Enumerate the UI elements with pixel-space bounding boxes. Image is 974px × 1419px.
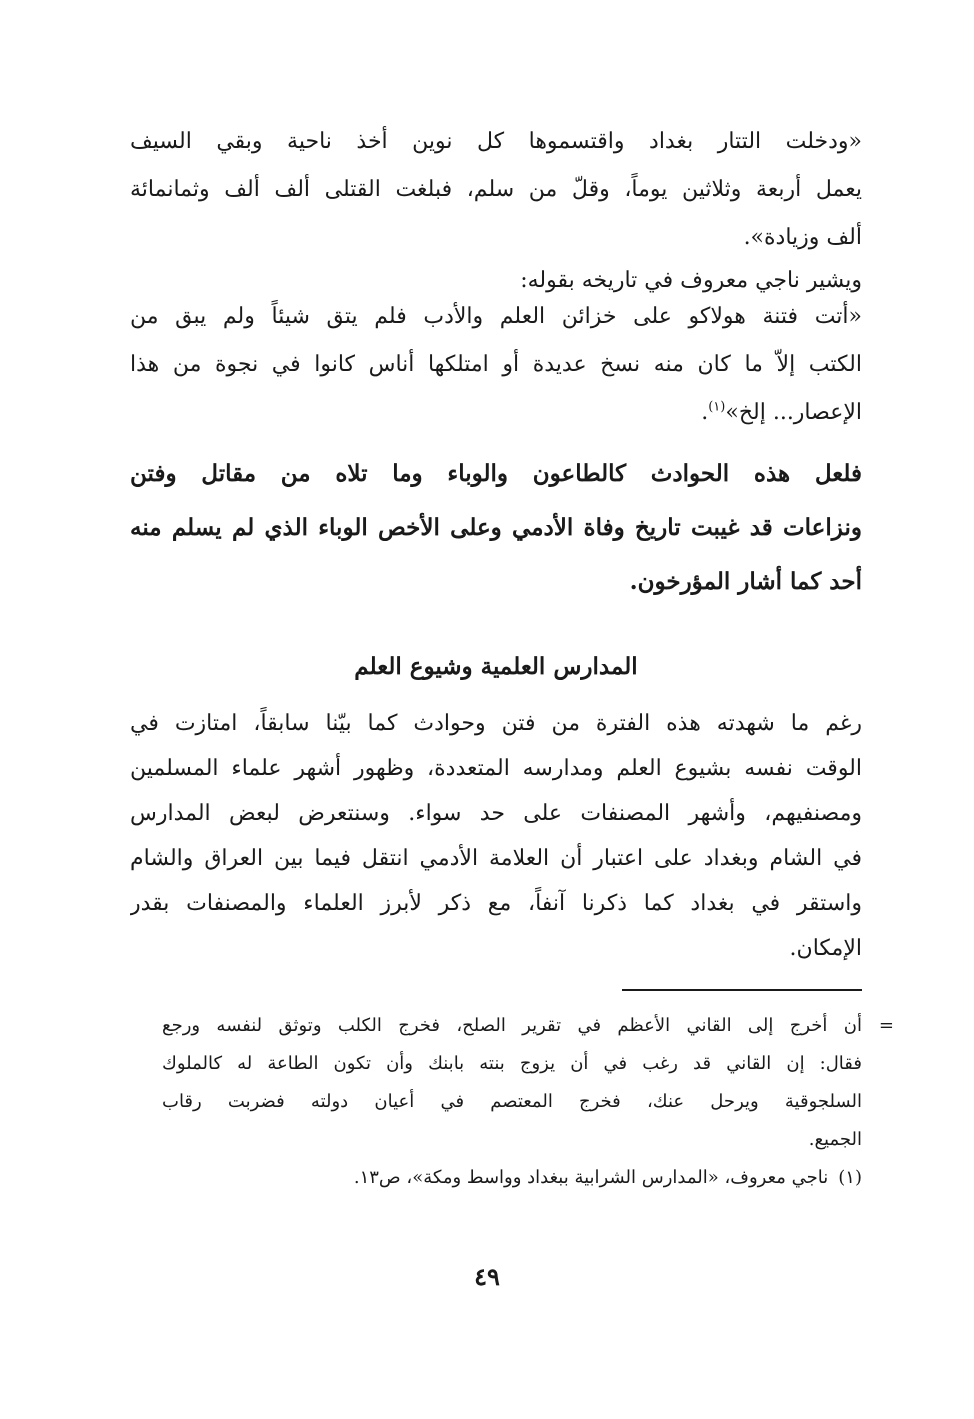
quote2-line-3-end: . <box>701 400 709 425</box>
bold-paragraph <box>130 447 862 609</box>
footnote-reference-1: (١) <box>708 399 726 415</box>
bold-line-2: ونزاعات قد غيبت تاريخ وفاة الأدمي وعلى الأخص الوباء الذي لم يسلم منه <box>130 514 862 541</box>
body-line-6: الإمكان. <box>789 936 862 961</box>
footnote-continuation-marker: = <box>878 1015 894 1036</box>
quote2-line-3 <box>130 389 862 437</box>
bold-line-3: أحد كما أشار المؤرخون. <box>629 568 862 595</box>
footnote-cont-line-4: الجميع. <box>808 1129 862 1150</box>
footnote-1 <box>162 1159 862 1197</box>
body-line-1: رغم ما شهدته هذه الفترة من فتن وحوادث كما بيّنا سابقاً، امتازت في <box>130 711 862 736</box>
quote1-line-2: يعمل أربعة وثلاثين يوماً، وقلّ من سلم، فبلغت القتلى ألف ألف وثمانمائة <box>130 177 862 202</box>
quote1-line-3: ألف وزيادة». <box>743 225 862 250</box>
body-line-3: ومصنفيهم، وأشهر المصنفات على حد سواء. وسنتعرض لبعض المدارس <box>130 801 862 826</box>
bold-line-1: فلعل هذه الحوادث كالطاعون والوباء وما تلاه من مقاتل وفتن <box>130 460 862 487</box>
footnote-cont-line-2: فقال: إن القاني قد رغب في أن يزوج بنته بابنك وأن تكون الطاعة له كالملوك <box>162 1053 862 1074</box>
section-heading: المدارس العلمية وشيوع العلم <box>354 653 638 680</box>
footnote-1-text: ناجي معروف، «المدارس الشرابية ببغداد وواسط ومكة»، ص١٣. <box>353 1167 829 1188</box>
intro-line: ويشير ناجي معروف في تاريخه بقوله: <box>520 268 862 293</box>
footnote-separator <box>622 989 862 991</box>
quote2-line-1: «أتت فتنة هولاكو على خزائن العلم والأدب فلم يتق شيئاً ولم يبق من <box>130 304 862 329</box>
quote2-line-3-text: الإعصار... إلخ» <box>725 400 862 425</box>
page-number: ٤٩ <box>474 1262 500 1291</box>
footnotes <box>130 1007 894 1197</box>
footnote-cont-line-1: أن أخرج إلى القاني الأعظم في تقرير الصلح، فخرج الكلب وتوثق لنفسه ورجع <box>162 1015 862 1036</box>
body-line-2: الوقت نفسه بشيوع العلم ومدارسه المتعددة، وظهور أشهر علماء المسلمين <box>130 756 862 781</box>
footnote-cont-line-3: السلجوقية ويرحل عنك، فخرج المعتصم في أعيان دولته فضربت رقاب <box>162 1091 862 1112</box>
body-line-5: واستقر في بغداد كما ذكرنا آنفاً، مع ذكر لأبرز العلماء والمصنفات بقدر <box>130 891 862 916</box>
quote-paragraph-2 <box>130 293 862 437</box>
body-line-4: في الشام وبغداد على اعتبار أن العلامة الأدمي انتقل فيما بين العراق والشام <box>130 846 862 871</box>
quote-paragraph-1 <box>130 118 862 262</box>
quote2-line-2: الكتب إلاّ ما كان منه نسخ عديدة أو امتلكها أناس كانوا في نجوة من هذا <box>130 352 862 377</box>
body-paragraph <box>130 701 862 971</box>
footnote-1-number: (١) <box>838 1167 862 1188</box>
quote1-line-1: «ودخلت التتار بغداد واقتسموها كل نوين أخذ ناحية وبقي السيف <box>130 129 862 154</box>
book-page <box>130 118 894 1378</box>
